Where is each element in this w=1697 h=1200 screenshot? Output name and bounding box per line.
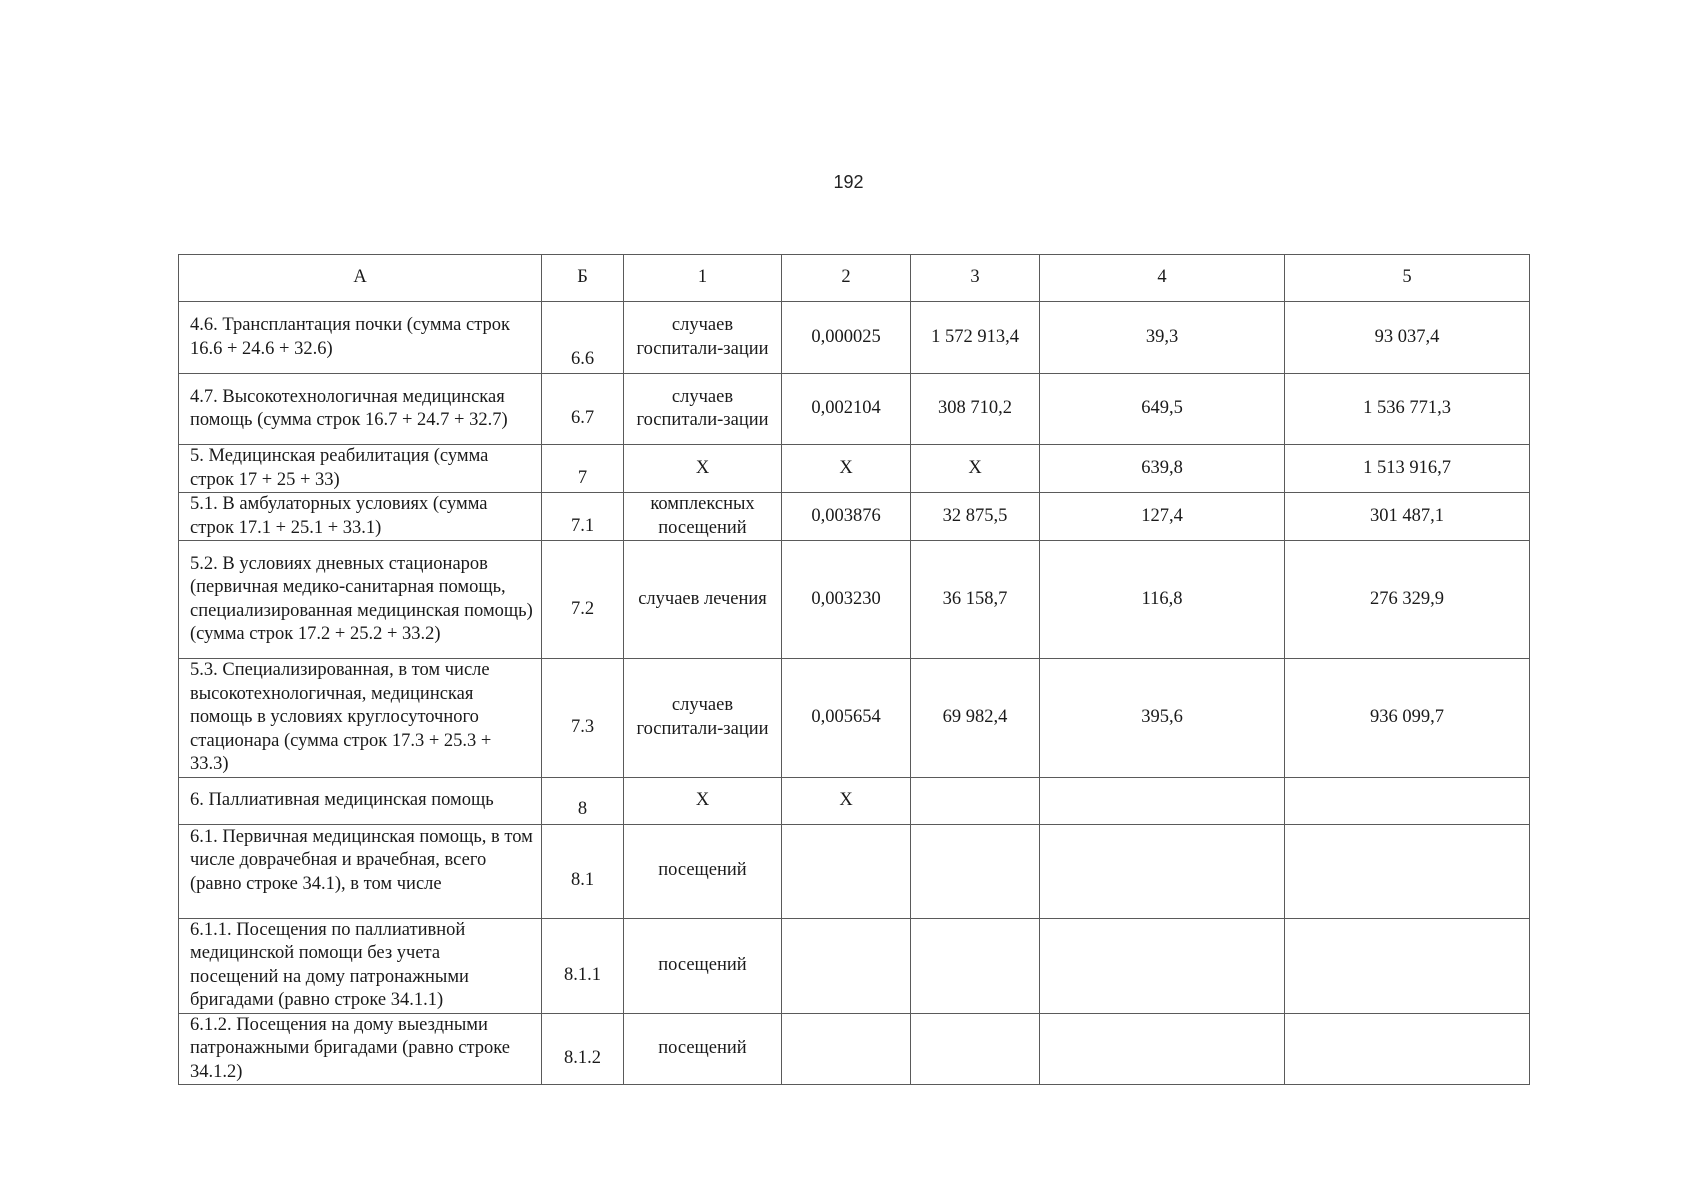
row-unit: посещений [624,1013,782,1085]
row-col-2: X [782,445,911,493]
table-row [179,659,1530,778]
row-name: 6.1. Первичная медицинская помощь, в том числе доврачебная и врачебная, всего (равно строке 34.1), в том числе [179,824,542,918]
row-unit: X [624,445,782,493]
header-cell-b: Б [542,255,624,302]
row-col-3 [911,777,1040,824]
table-row [179,541,1530,659]
row-col-4: 649,5 [1040,374,1285,445]
header-cell-1: 1 [624,255,782,302]
row-col-4: 39,3 [1040,302,1285,374]
table-row [179,445,1530,493]
row-col-5 [1285,918,1530,1013]
row-code: 8.1.2 [542,1013,624,1085]
row-name: 5. Медицинская реабилитация (сумма строк 17 + 25 + 33) [179,445,542,493]
row-name: 5.3. Специализированная, в том числе высокотехнологичная, медицинская помощь в условиях круглосуточного стационара (сумма строк 17.3 + 25.3 + 33.3) [179,659,542,778]
row-col-3: 1 572 913,4 [911,302,1040,374]
table-row [179,918,1530,1013]
row-code: 8.1 [542,824,624,918]
row-col-5 [1285,1013,1530,1085]
row-code: 6.6 [542,302,624,374]
row-col-5 [1285,824,1530,918]
row-col-2: 0,003876 [782,493,911,541]
table-row [179,493,1530,541]
data-table [178,254,1530,1085]
row-col-2: 0,003230 [782,541,911,659]
row-col-5: 93 037,4 [1285,302,1530,374]
row-col-2: 0,000025 [782,302,911,374]
row-col-3: 36 158,7 [911,541,1040,659]
table-row [179,777,1530,824]
row-col-3: 32 875,5 [911,493,1040,541]
row-col-4 [1040,777,1285,824]
table-row [179,302,1530,374]
row-unit: случаев госпитали-зации [624,374,782,445]
table-row [179,824,1530,918]
row-unit: X [624,777,782,824]
header-cell-4: 4 [1040,255,1285,302]
row-unit: случаев госпитали-зации [624,659,782,778]
row-col-2 [782,824,911,918]
row-col-5: 1 536 771,3 [1285,374,1530,445]
row-unit: случаев госпитали-зации [624,302,782,374]
row-code: 7 [542,445,624,493]
page-number: 192 [833,172,864,192]
row-name: 4.6. Трансплантация почки (сумма строк 16.6 + 24.6 + 32.6) [179,302,542,374]
header-cell-2: 2 [782,255,911,302]
header-row [179,255,1530,302]
row-name: 6. Паллиативная медицинская помощь [179,777,542,824]
row-col-5: 936 099,7 [1285,659,1530,778]
header-cell-3: 3 [911,255,1040,302]
row-col-4 [1040,1013,1285,1085]
row-col-2: 0,002104 [782,374,911,445]
row-unit: посещений [624,918,782,1013]
row-col-2: X [782,777,911,824]
row-unit: посещений [624,824,782,918]
table-row [179,374,1530,445]
row-col-3: X [911,445,1040,493]
row-code: 7.2 [542,541,624,659]
row-code: 7.1 [542,493,624,541]
row-code: 8.1.1 [542,918,624,1013]
row-col-4: 116,8 [1040,541,1285,659]
row-col-5: 1 513 916,7 [1285,445,1530,493]
row-name: 5.1. В амбулаторных условиях (сумма строк 17.1 + 25.1 + 33.1) [179,493,542,541]
header-cell-5: 5 [1285,255,1530,302]
row-col-4: 395,6 [1040,659,1285,778]
row-col-3 [911,824,1040,918]
row-name: 5.2. В условиях дневных стационаров (первичная медико-санитарная помощь, специализированная медицинская помощь) (сумма строк 17.2 + 25.2 + 33.2) [179,541,542,659]
row-col-2 [782,1013,911,1085]
row-col-4: 127,4 [1040,493,1285,541]
row-code: 6.7 [542,374,624,445]
table-row [179,1013,1530,1085]
row-name: 6.1.1. Посещения по паллиативной медицинской помощи без учета посещений на дому патронажными бригадами (равно строке 34.1.1) [179,918,542,1013]
row-code: 8 [542,777,624,824]
row-col-5 [1285,777,1530,824]
row-col-3: 69 982,4 [911,659,1040,778]
row-col-5: 276 329,9 [1285,541,1530,659]
row-col-4: 639,8 [1040,445,1285,493]
row-unit: случаев лечения [624,541,782,659]
row-col-4 [1040,824,1285,918]
row-col-5: 301 487,1 [1285,493,1530,541]
row-code: 7.3 [542,659,624,778]
header-cell-a: А [179,255,542,302]
row-unit: комплексных посещений [624,493,782,541]
row-name: 4.7. Высокотехнологичная медицинская помощь (сумма строк 16.7 + 24.7 + 32.7) [179,374,542,445]
row-name: 6.1.2. Посещения на дому выездными патронажными бригадами (равно строке 34.1.2) [179,1013,542,1085]
row-col-3: 308 710,2 [911,374,1040,445]
row-col-2: 0,005654 [782,659,911,778]
row-col-3 [911,1013,1040,1085]
row-col-2 [782,918,911,1013]
row-col-4 [1040,918,1285,1013]
row-col-3 [911,918,1040,1013]
